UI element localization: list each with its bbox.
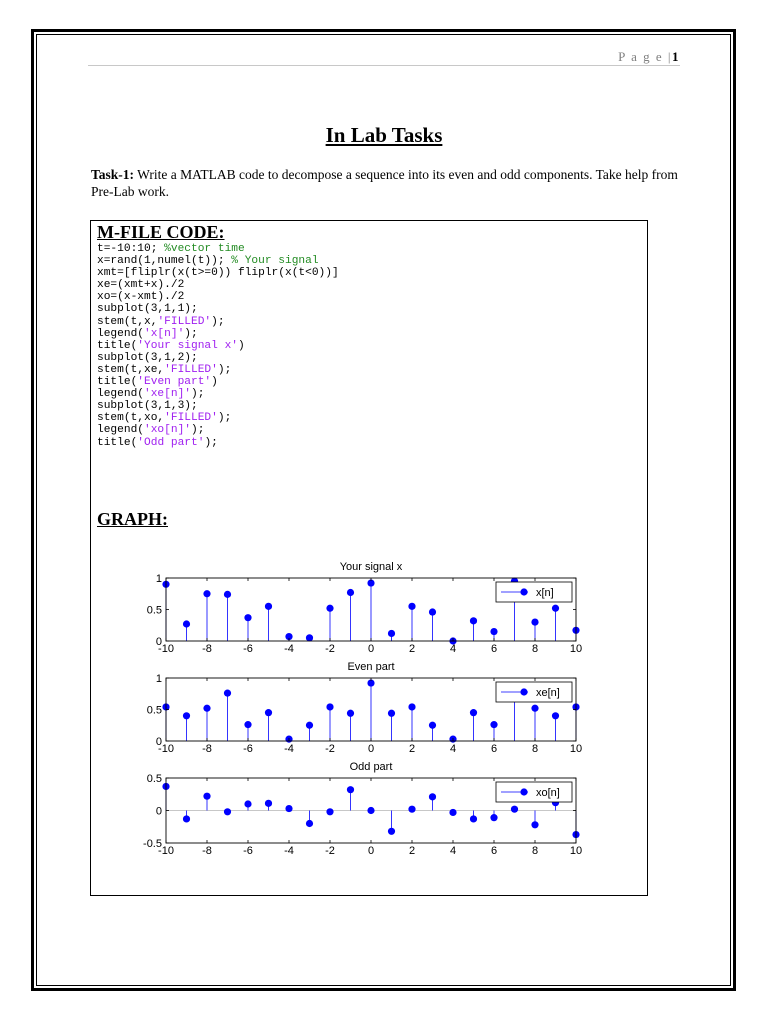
code-text: stem(t,xo, [97,412,165,425]
stem-point [408,603,415,610]
stem-point [183,712,190,719]
stem-point [490,628,497,635]
page-title: In Lab Tasks [325,123,443,147]
stem-point [326,808,333,815]
x-tick-label: -6 [243,643,253,655]
code-text: ) [238,339,245,352]
code-line [97,279,184,291]
x-tick-label: -2 [325,643,335,655]
code-line [97,352,198,364]
stem-point [285,805,292,812]
x-tick-label: -8 [202,845,212,856]
code-comment: % Your signal [231,255,319,268]
code-section-title: M-FILE CODE: [97,222,225,242]
stem-point [183,815,190,822]
x-tick-label: 8 [531,643,539,655]
x-tick-label: 4 [449,743,457,755]
subplot-title: Odd part [349,761,393,773]
x-tick-label: -10 [158,643,174,655]
legend-marker [520,788,527,795]
page-header [88,49,680,66]
stem-point [429,722,436,729]
code-line [97,388,204,400]
y-tick-label: 0.5 [146,604,162,617]
y-tick-label: 1 [155,573,162,585]
stem-plots [141,556,651,856]
x-tick-label: -4 [284,845,294,856]
page-number-value: 1 [672,49,680,64]
code-line [97,424,204,436]
stem-point [203,705,210,712]
x-tick-label: 8 [531,845,539,856]
code-text: ); [217,363,232,376]
x-tick-label: 4 [449,845,457,856]
code-line [97,376,218,388]
stem-point [326,605,333,612]
x-tick-label: -10 [158,845,174,856]
code-line [97,412,231,424]
x-tick-label: 2 [408,643,416,655]
code-line [97,364,231,376]
task-text: Write a MATLAB code to decompose a sequence into its even and odd components. Take help from Pre-Lab work. [91,167,678,199]
x-tick-label: 0 [367,845,375,856]
code-string: 'Even part' [137,376,212,389]
subplot-title: Your signal x [339,561,403,573]
stem-point [490,721,497,728]
legend-marker [520,688,527,695]
x-tick-label: 0 [367,743,375,755]
stem-point [388,710,395,717]
stem-point [265,800,272,807]
code-line [97,316,225,328]
page-number [618,49,680,65]
x-tick-label: 6 [490,845,498,856]
x-tick-label: 6 [490,643,498,655]
code-text: ); [184,327,198,340]
stem-point [224,690,231,697]
code-line [97,340,245,352]
code-text: ); [191,388,205,401]
code-text: x=rand(1,numel(t)); [97,255,232,268]
legend-marker [520,588,527,595]
x-tick-label: -8 [202,643,212,655]
stem-point [347,786,354,793]
code-text: stem(t,xe, [97,363,165,376]
stem-point [183,620,190,627]
figure [141,556,651,856]
code-string: 'FILLED' [164,363,218,376]
stem-point [347,710,354,717]
legend-label: x[n] [536,587,554,599]
stem-point [470,617,477,624]
code-text: xe=(xmt+x)./2 [97,279,185,292]
y-tick-label: 0.5 [146,704,162,717]
code-line [97,328,198,340]
subplot-title: Even part [347,661,395,673]
x-tick-label: -6 [243,845,253,856]
stem-point [265,709,272,716]
stem-point [552,712,559,719]
code-string: 'FILLED' [157,315,212,328]
stem-point [408,703,415,710]
stem-point [244,800,251,807]
stem-point [470,709,477,716]
stem-point [470,815,477,822]
legend-label: xe[n] [536,687,560,699]
y-tick-label: 1 [155,673,162,685]
code-text: t=-10:10; [97,243,165,255]
stem-point [306,820,313,827]
code-text: stem(t,x, [97,315,158,328]
stem-point [244,721,251,728]
code-text: xo=(x-xmt)./2 [97,291,185,304]
x-tick-label: 10 [569,743,583,755]
code-text: xmt=[fliplr(x(t>=0)) fliplr(x(t<0))] [97,267,339,280]
x-tick-label: -4 [284,743,294,755]
code-box [90,220,648,896]
stem-point [244,614,251,621]
stem-point [388,630,395,637]
code-line [97,255,319,267]
code-text: subplot(3,1,2); [97,351,198,364]
code-text: ); [217,412,232,425]
stem-point [449,809,456,816]
y-tick-label: 0 [155,636,162,648]
subplot-3 [143,761,582,856]
stem-point [265,603,272,610]
stem-point [429,793,436,800]
stem-point [531,705,538,712]
legend-label: xo[n] [536,787,560,799]
x-tick-label: 4 [449,643,457,655]
task-label: Task-1: [91,167,135,182]
code-text: ); [204,436,218,449]
code-string: 'FILLED' [164,412,218,425]
stem-point [531,619,538,626]
code-text: legend( [97,424,144,437]
code-string: 'xo[n]' [144,424,191,437]
stem-point [224,808,231,815]
stem-point [203,793,210,800]
stem-point [531,821,538,828]
stem-point [388,828,395,835]
stem-point [306,722,313,729]
stem-point [511,806,518,813]
stem-point [429,608,436,615]
code-text: legend( [97,327,144,340]
code-text: legend( [97,388,144,401]
code-string: 'Odd part' [137,436,205,449]
code-text: title( [97,339,138,352]
y-tick-label: -0.5 [143,838,162,850]
code-text: ); [211,315,225,328]
code-line [97,291,184,303]
stem-point [367,807,374,814]
stem-point [306,634,313,641]
code-string: 'Your signal x' [137,339,239,352]
stem-point [347,589,354,596]
code-text: ) [211,376,218,389]
stem-point [326,703,333,710]
code-line [97,267,339,279]
code-string: 'xe[n]' [144,388,191,401]
x-tick-label: -10 [158,743,174,755]
code-text: title( [97,376,138,389]
task-description [91,166,691,200]
subplot-1 [147,561,582,655]
code-line [97,243,245,255]
x-tick-label: -4 [284,643,294,655]
stem-point [408,806,415,813]
x-tick-label: 8 [531,743,539,755]
code-text: ); [191,424,205,437]
code-line [97,437,218,449]
x-tick-label: -2 [325,845,335,856]
code-line [97,303,198,315]
x-tick-label: 6 [490,743,498,755]
code-text: title( [97,436,138,449]
graph-section-title: GRAPH: [97,509,168,529]
stem-point [203,590,210,597]
code-text: subplot(3,1,1); [97,303,198,316]
y-tick-label: 0 [155,805,162,818]
x-tick-label: 2 [408,743,416,755]
x-tick-label: 10 [569,845,583,856]
x-tick-label: -8 [202,743,212,755]
y-tick-label: 0.5 [146,773,162,785]
x-tick-label: -6 [243,743,253,755]
page-label: P a g e | [618,49,672,64]
stem-point [552,605,559,612]
code-line [97,400,198,412]
code-string: 'x[n]' [144,327,185,340]
code-comment: %vector time [164,243,245,255]
y-tick-label: 0 [155,736,162,748]
code-text: subplot(3,1,3); [97,400,198,413]
stem-point [490,814,497,821]
x-tick-label: -2 [325,743,335,755]
matlab-code-block [97,243,339,449]
stem-point [224,591,231,598]
subplot-2 [147,661,582,755]
x-tick-label: 0 [367,643,375,655]
x-tick-label: 10 [569,643,583,655]
x-tick-label: 2 [408,845,416,856]
